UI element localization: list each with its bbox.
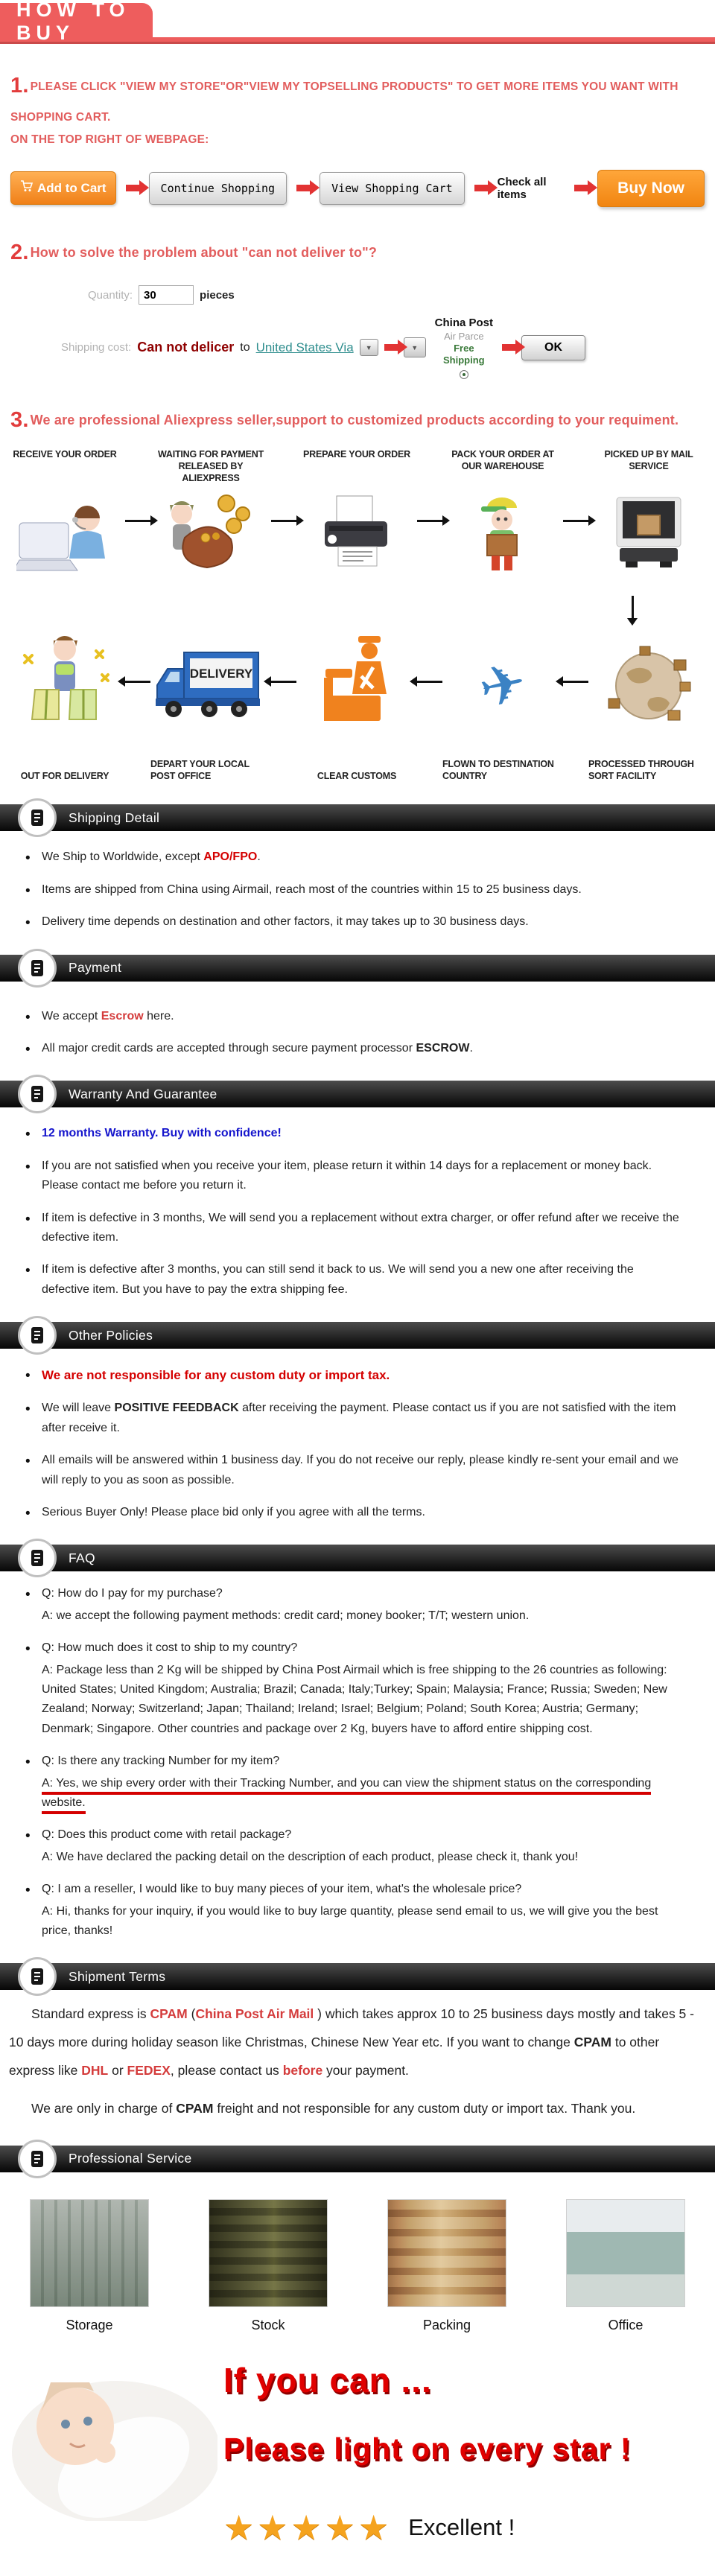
flow-step-prepare-order [296, 448, 417, 593]
service-photos-row [30, 2199, 685, 2333]
list-item: • Delivery time depends on destination and other factors, it may takes up to 30 business days. [24, 912, 679, 932]
step1-line1: PLEASE CLICK "VIEW MY STORE"OR"VIEW MY TOPSELLING PRODUCTS" TO GET MORE ITEMS YOU WANT WITH SHOPPING CART. [10, 80, 679, 124]
flow-step-flown-to-destination [442, 623, 563, 782]
faq-item [24, 1825, 679, 1867]
faq-answer: A: We have declared the packing detail on the description of each product, please check it, thank you! [42, 1850, 579, 1863]
step1-number: 1. [10, 74, 29, 98]
photo-label: Office [608, 2317, 644, 2332]
list-item: • If item is defective in 3 months, We will send you a replacement without extra charger, or offer refund after we receive the defective item. [24, 1209, 679, 1248]
page-header [0, 0, 715, 46]
photo-label: Stock [251, 2317, 285, 2332]
header-tab [0, 0, 153, 44]
flow-step-label: PROCESSED THROUGH SORT FACILITY [588, 758, 694, 782]
carrier-name: China Post [434, 317, 493, 330]
flow-step-label: PACK YOUR ORDER AT OUR WAREHOUSE [451, 448, 554, 471]
notepad-icon [18, 798, 57, 837]
flow-top-row [4, 448, 711, 597]
flow-step-label: WAITING FOR PAYMENT RELEASED BY ALIEXPRESS [157, 448, 264, 484]
step1-text [10, 66, 705, 150]
order-process-flow [4, 448, 711, 783]
arrow-right-icon [271, 520, 296, 522]
packing-photo [387, 2199, 506, 2307]
flow-down-connector [632, 596, 711, 623]
section-header-shipping-detail [0, 804, 715, 831]
cart-icon [20, 180, 34, 196]
flow-step-clear-customs [296, 623, 417, 782]
faq-item [24, 1752, 679, 1813]
flow-step-depart-post-office [150, 623, 271, 782]
printer-icon [308, 481, 405, 593]
section-header-payment [0, 955, 715, 982]
flow-step-label: DEPART YOUR LOCAL POST OFFICE [150, 758, 250, 782]
list-item: • If item is defective after 3 months, you can still send it back to us. We will send you a new one after receiving the defective item. But you have to pay the extra shipping fee. [24, 1260, 679, 1300]
storage-photo [30, 2199, 149, 2307]
rating-row [223, 2507, 515, 2547]
rating-caption: Excellent ! [408, 2513, 515, 2540]
notepad-icon [18, 1957, 57, 1996]
faq-item [24, 1638, 679, 1739]
service-photo-office [566, 2199, 685, 2333]
notepad-icon [18, 1316, 57, 1355]
step2-title: How to solve the problem about "can not deliver to"? [30, 244, 378, 260]
flow-step-label: CLEAR CUSTOMS [317, 771, 397, 782]
five-stars-icon: ★★★★★ [223, 2507, 393, 2547]
flow-bottom-row [4, 623, 711, 782]
warranty-list [24, 1124, 705, 1300]
flow-step-label: RECEIVE YOUR ORDER [13, 448, 117, 459]
truck-panel-text: DELIVERY [189, 667, 253, 681]
arrow-right-icon [574, 185, 588, 191]
section-title: Warranty And Guarantee [69, 1086, 217, 1101]
page-title: HOW TO BUY [16, 0, 130, 44]
other-policies-list [24, 1365, 705, 1522]
shipment-terms-paragraph: We are only in charge of CPAM freight and not responsible for any custom duty or import tax. Thank you. [31, 2101, 636, 2117]
list-item: • We will leave POSITIVE FEEDBACK after receiving the payment. Please contact us if you are not satisfied with the item after receive it. [24, 1399, 679, 1438]
step3-number: 3. [10, 407, 29, 432]
photo-label: Packing [422, 2317, 471, 2332]
delivery-truck-icon [151, 623, 270, 749]
faq-answer: A: Yes, we ship every order with their Tracking Number, and you can view the shipment status on the corresponding website. [42, 1774, 675, 1813]
feedback-line-2: Please light on every star ! [223, 2431, 632, 2466]
quantity-unit: pieces [200, 288, 235, 302]
arrow-left-icon [125, 681, 150, 683]
notepad-icon [18, 1075, 57, 1113]
arrow-left-icon [417, 681, 442, 683]
faq-item [24, 1584, 679, 1626]
add-to-cart-button[interactable] [10, 171, 116, 205]
buy-now-button[interactable]: Buy Now [597, 170, 705, 207]
faq-answer: A: Package less than 2 Kg will be shipped by China Post Airmail which is free shipping to the 26 countries as following: United States; United Kingdom; Australia; Brazil; Canada; Italy;Turkey; Spain; Malaysia; France; Russia; Sweden; New Zealand; Norway; Switzerland; Japan; Thailand; Ireland; Israel; Belgium; Poland; South Korea; Austria; Germany; Denmark; Singapore. Other countries and package over 2 Kg, buyers have to afford entire shipping cost. [42, 1663, 667, 1735]
step2-heading [10, 232, 705, 273]
section-header-warranty [0, 1081, 715, 1107]
list-item: • If you are not satisfied when you receive your item, please return it within 14 days for a replacement or money back. Please contact me before you return it. [24, 1157, 679, 1196]
shipping-cost-label: Shipping cost: [61, 341, 132, 354]
arrow-right-icon [296, 185, 310, 191]
quantity-label: Quantity: [88, 288, 133, 302]
to-label: to [240, 340, 250, 354]
cannot-deliver-text: Can not delicer [137, 340, 235, 355]
list-item: • We Ship to Worldwide, except APO/FPO. [24, 847, 679, 867]
arrow-down-icon [632, 596, 634, 618]
feedback-text [223, 2360, 708, 2467]
flow-step-picked-up [588, 448, 709, 593]
faq-answer: A: Hi, thanks for your inquiry, if you would like to buy large quantity, please send email to us, we will give you the best price, thanks! [42, 1904, 658, 1937]
flow-step-out-for-delivery [4, 623, 125, 782]
flow-step-label: PICKED UP BY MAIL SERVICE [604, 448, 693, 471]
flow-step-label: PREPARE YOUR ORDER [303, 448, 410, 459]
packing-boy-icon [454, 481, 551, 593]
list-item: • All emails will be answered within 1 business day. If you do not receive our reply, please kindly re-sent your email and we will reply to you as soon as possible. [24, 1451, 679, 1490]
ok-button[interactable]: OK [521, 335, 585, 360]
flow-step-label: OUT FOR DELIVERY [20, 771, 109, 782]
faq-question: • Q: Is there any tracking Number for my item? [42, 1755, 280, 1768]
baby-photo [4, 2363, 217, 2521]
list-item: • We are not responsible for any custom duty or import tax. [24, 1365, 679, 1386]
flow-step-pack-order [442, 448, 563, 593]
arrow-right-icon [563, 520, 588, 522]
arrow-right-icon [474, 185, 488, 191]
arrow-left-icon [271, 681, 296, 683]
list-item: • All major credit cards are accepted through secure payment processor ESCROW. [24, 1039, 679, 1058]
free-shipping-radio[interactable] [460, 370, 468, 379]
section-title: Shipping Detail [69, 810, 160, 825]
list-item: • Items are shipped from China using Airmail, reach most of the countries within 15 to 25 business days. [24, 880, 679, 900]
faq-question: • Q: How do I pay for my purchase? [42, 1587, 223, 1600]
stock-photo [209, 2199, 328, 2307]
service-photo-packing [387, 2199, 506, 2333]
shipment-terms-paragraph: Standard express is CPAM (China Post Air Mail ) which takes approx 10 to 25 business days mostly and takes 5 - 10 days more during holiday season like Christmas, Chinese New Year etc. If you want to change CPAM to other express like DHL or FEDEX, please contact us before your payment. [9, 2006, 694, 2078]
faq-list [24, 1584, 705, 1941]
service-photo-stock [209, 2199, 328, 2333]
notepad-icon [18, 949, 57, 988]
quantity-input[interactable] [139, 285, 194, 305]
list-item: • 12 months Warranty. Buy with confidence! [24, 1124, 679, 1143]
destination-link[interactable]: United States Via [255, 340, 354, 354]
view-shopping-cart-button[interactable]: View Shopping Cart [320, 172, 465, 205]
section-header-professional-service [0, 2146, 715, 2172]
shipping-cost-row [61, 317, 705, 379]
arrow-right-icon [125, 520, 150, 522]
check-all-items-label: Check all items [497, 175, 547, 201]
flow-step-receive-order [4, 448, 125, 593]
faq-question: • Q: I am a reseller, I would like to buy many pieces of your item, what's the wholesale price? [42, 1883, 522, 1896]
payment-coins-icon [162, 484, 259, 596]
airplane-icon: ✈ [473, 650, 532, 721]
feedback-line-1: If you can ... [223, 2360, 432, 2400]
step1-line2: ON THE TOP RIGHT OF WEBPAGE: [10, 133, 209, 146]
flow-step-label: FLOWN TO DESTINATION COUNTRY [442, 758, 554, 782]
section-title: Professional Service [69, 2151, 192, 2166]
mail-truck-icon [600, 481, 697, 593]
flow-step-waiting-payment [150, 448, 271, 597]
notepad-icon [18, 2140, 57, 2178]
payment-list [24, 1007, 705, 1059]
arrow-right-icon [417, 520, 442, 522]
arrow-left-icon [563, 681, 588, 683]
faq-question: • Q: How much does it cost to ship to my country? [42, 1641, 298, 1655]
quantity-row [88, 285, 705, 305]
list-item: • We accept Escrow here. [24, 1007, 679, 1026]
section-header-faq [0, 1545, 715, 1571]
chevron-down-icon[interactable] [360, 339, 378, 356]
delivery-man-icon [13, 623, 117, 749]
section-title: Shipment Terms [69, 1968, 166, 1984]
service-photo-storage [30, 2199, 149, 2333]
globe-parcels-icon [597, 623, 701, 749]
arrow-right-icon [502, 344, 515, 351]
section-title: Other Policies [69, 1327, 153, 1343]
step3-heading [10, 400, 705, 441]
step2-number: 2. [10, 240, 29, 264]
faq-item [24, 1880, 679, 1941]
arrow-right-icon [384, 344, 398, 351]
photo-label: Storage [66, 2317, 113, 2332]
list-item: • Serious Buyer Only! Please place bid only if you agree with all the terms. [24, 1503, 679, 1522]
shipment-terms-body [0, 2000, 715, 2123]
carrier-sub: Air Parce [444, 330, 484, 342]
faq-question: • Q: Does this product come with retail package? [42, 1828, 292, 1842]
faq-answer: A: we accept the following payment methods: credit card; money booker; T/T; western union. [42, 1609, 530, 1622]
add-to-cart-label: Add to Cart [37, 180, 107, 195]
section-title: Payment [69, 960, 122, 976]
continue-shopping-button[interactable]: Continue Shopping [149, 172, 287, 205]
customs-officer-icon [312, 623, 401, 749]
flow-step-sort-facility [588, 623, 709, 782]
section-title: FAQ [69, 1550, 95, 1565]
carrier-option [435, 317, 493, 379]
cart-button-row [10, 170, 705, 207]
section-header-shipment-terms [0, 1963, 715, 1990]
shipping-detail-list [24, 847, 705, 932]
notepad-icon [18, 1539, 57, 1577]
customer-service-icon [16, 481, 113, 593]
section-header-other-policies [0, 1322, 715, 1349]
carrier-free-2: Shipping [443, 354, 485, 366]
step3-title: We are professional Aliexpress seller,support to customized products according to your requiment. [30, 412, 679, 427]
arrow-right-icon [126, 185, 139, 191]
carrier-free-1: Free [454, 343, 474, 354]
office-photo [566, 2199, 685, 2307]
feedback-banner [0, 2356, 715, 2576]
